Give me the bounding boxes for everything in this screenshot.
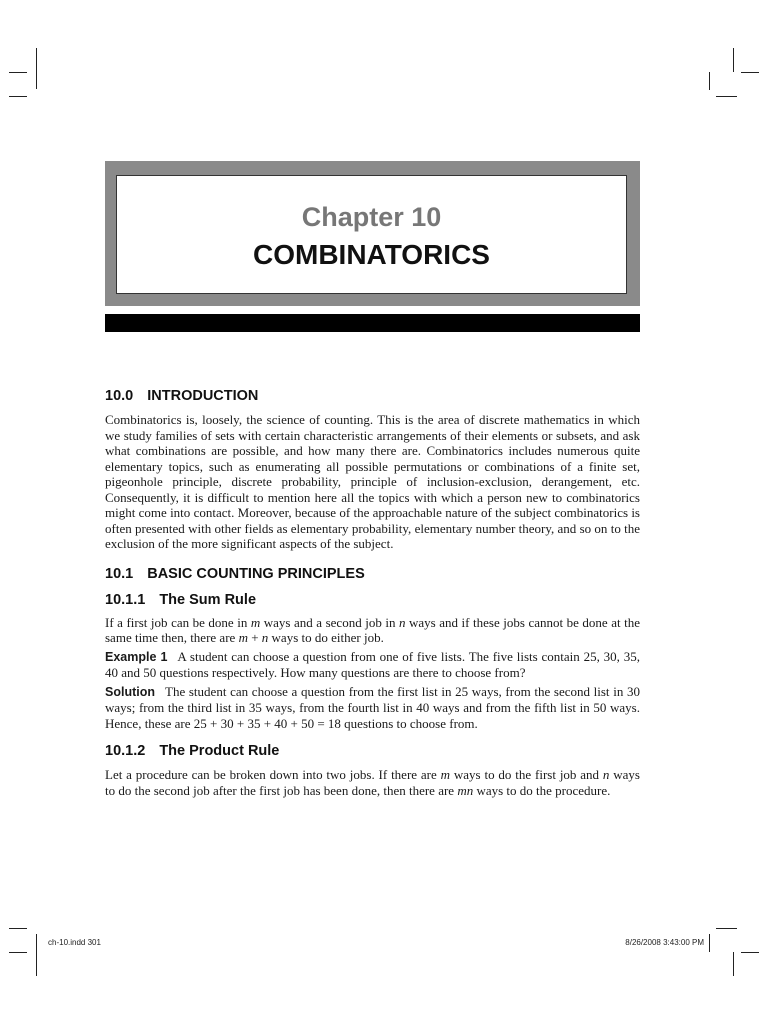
text-run: ways to do either job.: [268, 630, 384, 645]
crop-mark: [36, 934, 37, 976]
crop-mark: [9, 72, 27, 73]
introduction-paragraph: Combinatorics is, loosely, the science of counting. This is the area of discrete mathematics in which we study families of sets with certain characteristic arrangements of their elements or subsets, and ask what combinations are possible, and how many there are. Combinatorics includes numerous quite elementary topics, such as enumerating all possible permutations or combinations of a finite set, pigeonhole principle, discrete probability, principle of inclusion-exclusion, derangement, etc. Consequently, it is difficult to mention here all the topics with which a person new to combinatorics might come into contact. Moreover, because of the approachable nature of the subject combinatorics is often presented with other fields as elementary probability, elementary number theory, and so on to the exclusion of the more significant aspects of the subject.: [105, 412, 640, 551]
section-title: INTRODUCTION: [147, 388, 259, 404]
math-variable: n: [399, 614, 406, 630]
section-heading-basic-counting: [105, 564, 640, 584]
example-text: A student can choose a question from one of five lists. The five lists contain 25, 30, 35, 40 and 50 questions respectively. How many questions are there to choose from?: [105, 648, 641, 680]
crop-mark: [9, 928, 27, 929]
math-variable: m: [238, 630, 248, 645]
subsection-number: 10.1.2: [105, 743, 146, 759]
example-1: [105, 649, 640, 681]
footer-timestamp: 8/26/2008 3:43:00 PM: [625, 938, 704, 947]
crop-mark: [716, 928, 737, 929]
solution-1: [105, 684, 640, 732]
chapter-divider-bar: [105, 314, 640, 332]
math-variable: n: [602, 767, 610, 782]
solution-label: Solution: [105, 684, 155, 699]
section-title: BASIC COUNTING PRINCIPLES: [147, 565, 365, 582]
math-variable: m: [440, 767, 451, 782]
page-body: [105, 386, 640, 798]
text-run: If a first job can be done in: [105, 614, 251, 630]
crop-mark: [36, 48, 37, 89]
chapter-title-box: [116, 175, 627, 294]
chapter-header: [105, 161, 640, 306]
math-variable: mn: [457, 782, 474, 798]
footer-file-slug: ch-10.indd 301: [48, 938, 101, 947]
crop-mark: [741, 72, 759, 73]
text-run: ways and if these jobs cannot be done at the same time then, there are: [105, 614, 640, 645]
example-label: Example 1: [105, 649, 168, 664]
text-run: Let a procedure can be broken down into two jobs. If there are: [105, 767, 441, 782]
section-number: 10.0: [105, 388, 134, 404]
subsection-number: 10.1.1: [105, 591, 146, 608]
subsection-title: The Product Rule: [159, 743, 280, 759]
text-run: +: [247, 630, 262, 645]
crop-mark: [716, 96, 737, 97]
math-variable: n: [261, 630, 269, 645]
crop-mark: [9, 96, 27, 97]
crop-mark: [733, 48, 734, 72]
crop-mark: [741, 952, 759, 953]
crop-mark: [709, 934, 710, 952]
crop-mark: [733, 952, 734, 976]
subsection-heading-product-rule: [105, 741, 640, 761]
subsection-title: The Sum Rule: [159, 591, 257, 608]
text-run: ways to do the second job after the first job has been done, then there are: [105, 767, 640, 798]
section-heading-introduction: [105, 386, 640, 406]
section-number: 10.1: [105, 565, 134, 582]
subsection-heading-sum-rule: [105, 590, 640, 610]
math-variable: m: [250, 614, 261, 630]
crop-mark: [709, 72, 710, 90]
chapter-title: COMBINATORICS: [253, 239, 490, 270]
text-run: ways to do the first job and: [450, 767, 603, 782]
product-rule-paragraph: [105, 767, 640, 798]
crop-mark: [9, 952, 27, 953]
chapter-number: Chapter 10: [301, 202, 442, 232]
solution-text: The student can choose a question from the first list in 25 ways, from the second list in 30 ways; from the third list in 35 ways, from the fourth list in 40 ways and from the fifth list in 50 ways. Hence, these are 25 + 30 + 35 + 40 + 50 = 18 questions to choose from.: [105, 683, 640, 731]
text-run: ways and a second job in: [260, 614, 399, 630]
sum-rule-paragraph: [105, 615, 640, 646]
text-run: ways to do the procedure.: [473, 782, 611, 798]
